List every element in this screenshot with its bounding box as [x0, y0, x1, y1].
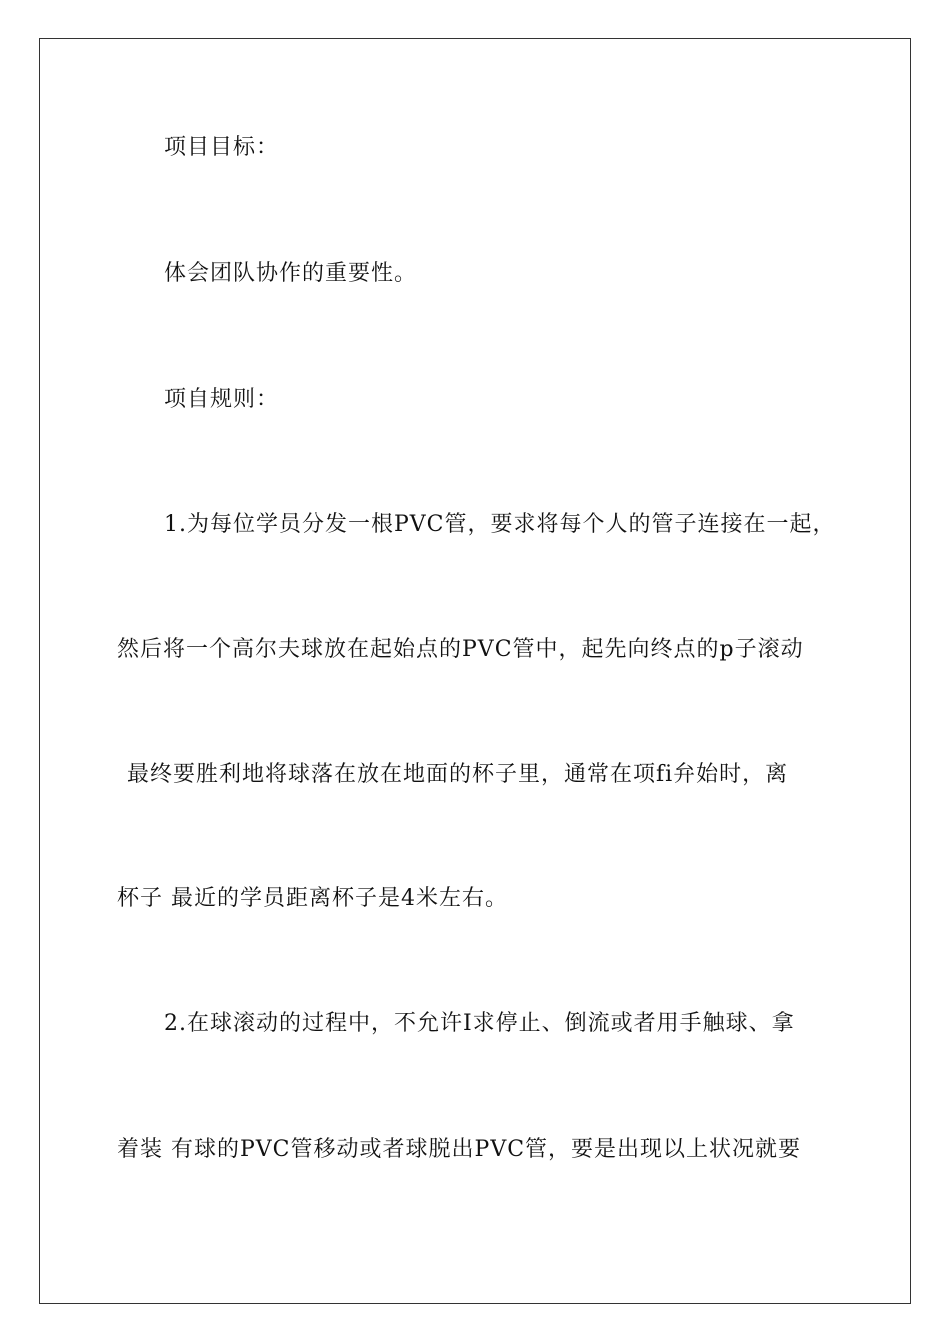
page-border: [39, 38, 911, 1304]
paragraph-line: 着装 有球的PVC管移动或者球脱出PVC管，要是出现以上状况就要: [117, 1137, 802, 1162]
paragraph-line: 1.为每位学员分发一根PVC管，要求将每个人的管子连接在一起，: [164, 512, 836, 537]
paragraph-line: 杯子 最近的学员距离杯子是4米左右。: [117, 886, 508, 911]
heading-project-goal: 项目目标：: [164, 135, 280, 160]
paragraph-line: 然后将一个高尔夫球放在起始点的PVC管中，起先向终点的p子滚动: [117, 637, 804, 662]
heading-project-rules: 项自规则：: [164, 387, 280, 412]
paragraph-line: 2.在球滚动的过程中，不允许I求停止、倒流或者用手触球、拿: [164, 1011, 795, 1036]
paragraph-line: 最终要胜利地将球落在放在地面的杯子里，通常在项fi弁始时，离: [127, 762, 789, 787]
paragraph-goal-text: 体会团队协作的重要性。: [164, 261, 418, 286]
